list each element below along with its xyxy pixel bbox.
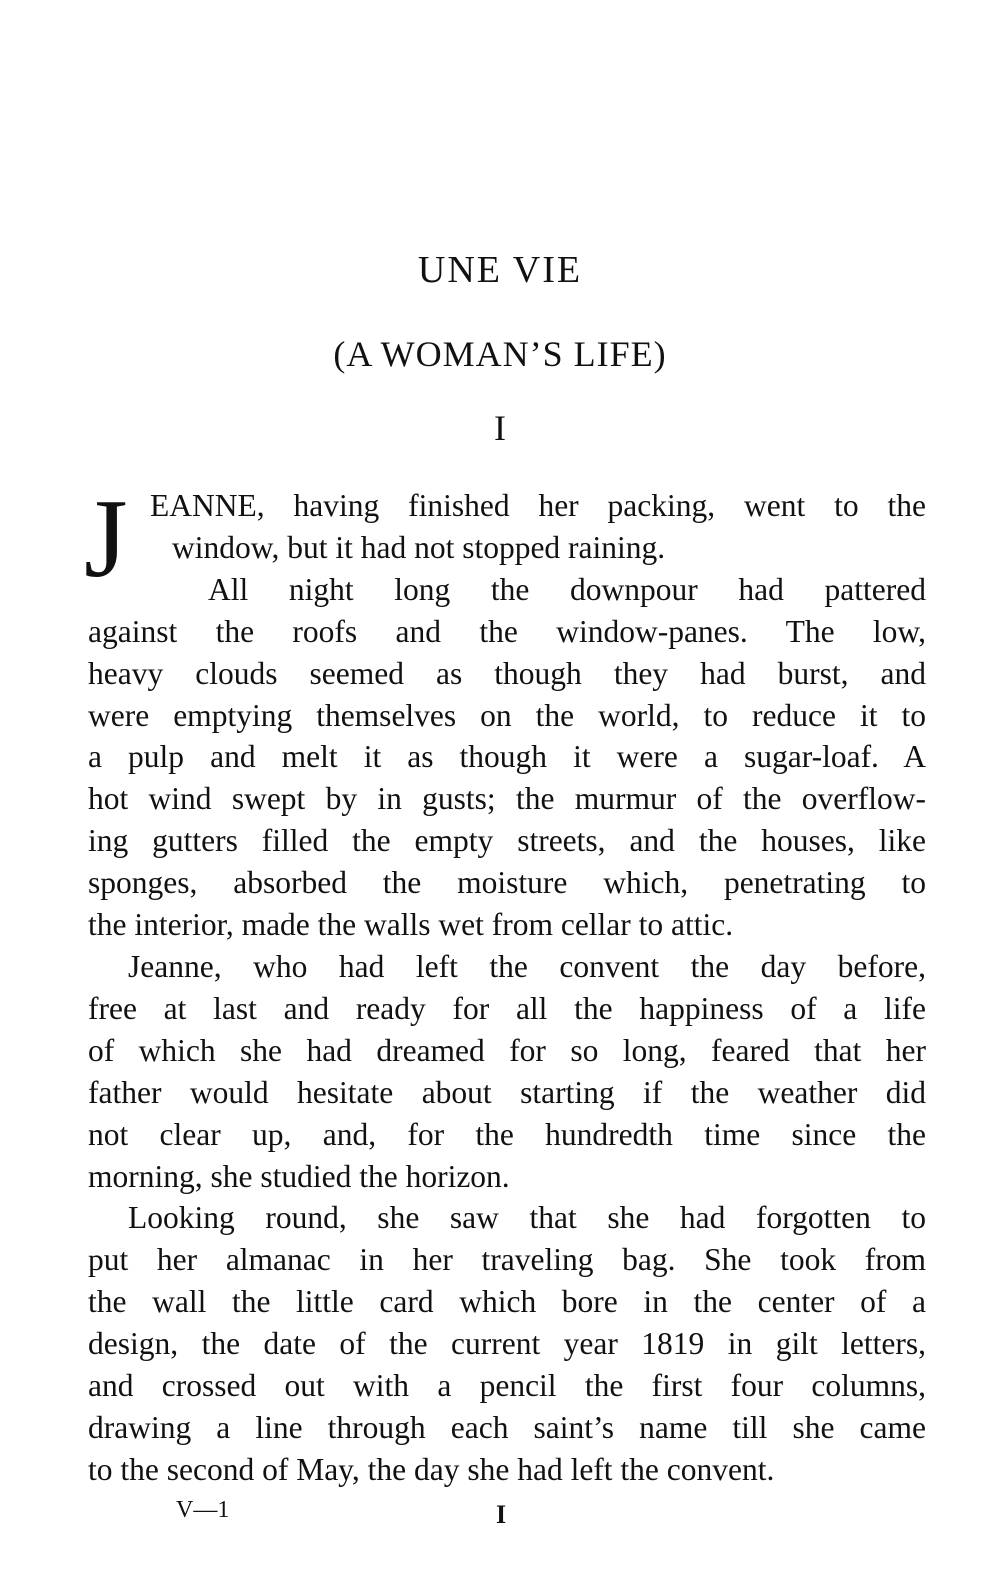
- text-line: sponges, absorbed the moisture which, penetrating to: [88, 865, 926, 901]
- text-line: against the roofs and the window-panes. The low,: [88, 613, 926, 649]
- text-line: morning, she studied the horizon.: [88, 1158, 510, 1194]
- text-line: free at last and ready for all the happiness of a life: [88, 990, 926, 1026]
- paragraph-3: [88, 946, 926, 1197]
- text-line: father would hesitate about starting if the weather did: [88, 1074, 926, 1110]
- text-line: the interior, made the walls wet from cellar to attic.: [88, 907, 734, 943]
- text-line: a pulp and melt it as though it were a sugar-loaf. A: [88, 739, 926, 775]
- drop-cap: J: [84, 477, 128, 601]
- text-line: were emptying themselves on the world, to reduce it to: [88, 697, 926, 733]
- text-line: to the second of May, the day she had left the convent.: [88, 1451, 775, 1487]
- chapter-number: I: [494, 408, 506, 448]
- text-line: of which she had dreamed for so long, feared that her: [88, 1032, 926, 1068]
- text-line: design, the date of the current year 1819 in gilt letters,: [88, 1326, 926, 1362]
- body-text: [84, 477, 926, 1491]
- paragraph-2: [88, 569, 926, 946]
- text-line: hot wind swept by in gusts; the murmur of the overflow-: [88, 781, 926, 817]
- book-title: UNE VIE: [417, 249, 583, 291]
- text-line: not clear up, and, for the hundredth time since the: [88, 1116, 926, 1152]
- text-line: and crossed out with a pencil the first four columns,: [88, 1368, 926, 1404]
- text-line: the wall the little card which bore in the center of a: [88, 1284, 926, 1320]
- text-line: Jeanne, who had left the convent the day before,: [128, 948, 926, 984]
- text-line: window, but it had not stopped raining.: [172, 529, 666, 565]
- page-number: I: [496, 1500, 507, 1529]
- book-subtitle: (A WOMAN’S LIFE): [333, 334, 667, 374]
- signature-mark: V—1: [176, 1497, 230, 1523]
- text-line: EANNE, having finished her packing, went to the: [150, 488, 926, 523]
- text-line: put her almanac in her traveling bag. She took from: [88, 1242, 926, 1278]
- text-line: drawing a line through each saint’s name till she came: [88, 1409, 926, 1445]
- paragraph-4: [88, 1197, 926, 1490]
- text-line: All night long the downpour had pattered: [208, 571, 926, 607]
- text-line: Looking round, she saw that she had forgotten to: [128, 1200, 926, 1236]
- text-line: heavy clouds seemed as though they had burst, and: [88, 655, 926, 691]
- text-line: ing gutters filled the empty streets, and the houses, like: [88, 823, 926, 859]
